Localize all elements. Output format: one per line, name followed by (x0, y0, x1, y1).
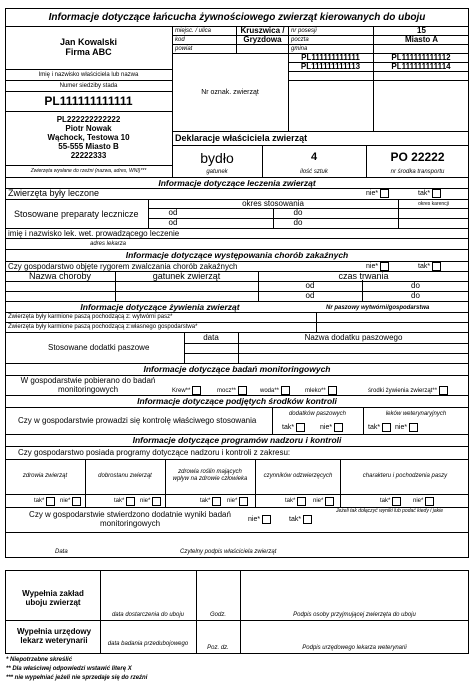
footnote-3: *** nie wypełniać jeżeli nie sprzedaje się do rzeźni (6, 675, 148, 681)
disease-tak[interactable] (418, 262, 441, 271)
treated-nie-checkbox[interactable] (380, 189, 389, 198)
animal-id-3: PL111111111113 (300, 62, 361, 71)
delivery-label: data dostarczenia do uboju (111, 612, 185, 618)
prog4-tak-checkbox[interactable] (297, 497, 306, 506)
treated-label: Zwierzęta były leczone (8, 188, 100, 198)
animal-id-1: PL111111111111 (301, 53, 360, 62)
disease-tak-checkbox[interactable] (432, 262, 441, 271)
keeper-label: Zwierzęta wysłane do rzeźni (nazwa, adres, WNI)*** (30, 167, 147, 174)
drugs-label: Stosowane preparaty lecznicze (14, 208, 139, 219)
additives-label: Stosowane dodatki paszowe (48, 343, 150, 352)
program-col-4: czynników odzwierzęcych (263, 472, 333, 479)
treat-od-1: od (168, 208, 178, 217)
nr-posesji-label: nr posesji (291, 28, 317, 34)
animal-id-4: PL111111111114 (391, 62, 451, 71)
owner-company: Firma ABC (65, 46, 112, 57)
godz-label: Godz. (209, 612, 226, 618)
program-col-5: charakteru i pochodzenia paszy (362, 472, 448, 479)
treat-do-2: do (293, 218, 303, 227)
vet-address-label: adres lekarza (90, 240, 127, 247)
herd-number: PL111111111111 (44, 94, 133, 108)
diseases-header: Informacje dotyczące występowania chorób zakaźnych (125, 250, 349, 260)
animal-ids-label: Nr oznak. zwierząt (201, 88, 259, 96)
monitoring-woda-label: woda** (260, 387, 280, 394)
control-vet-nie-checkbox[interactable] (409, 423, 418, 432)
monitoring-mleko[interactable] (305, 386, 337, 395)
nr-posesji-value: 15 (417, 26, 426, 35)
prog3-tak[interactable] (200, 497, 221, 505)
prog2-tak-label: tak* (114, 498, 125, 504)
keeper-city: 55-555 Miasto B (58, 141, 119, 151)
disease-do-1: do (411, 281, 420, 290)
monitoring-woda[interactable] (260, 386, 290, 395)
keeper-street: Wąchock, Testowa 10 (47, 132, 130, 142)
form-title: Informacje dotyczące łańcucha żywnościowego zwierząt kierowanych do uboju (48, 12, 426, 23)
control-vet-tak-label: tak* (368, 424, 381, 431)
monitoring-mocz[interactable] (217, 386, 247, 395)
results-nie-label: nie* (248, 515, 261, 523)
control-vet-nie[interactable] (395, 423, 418, 432)
prog2-tak[interactable] (114, 497, 135, 505)
prog1-nie-label: nie* (60, 498, 71, 504)
prog5-nie[interactable] (413, 497, 434, 505)
owner-name: Jan Kowalski (59, 36, 118, 47)
pasze-header: Nr paszowy wytwórni/gospodarstwa (326, 305, 430, 311)
prog1-tak-checkbox[interactable] (46, 497, 55, 506)
monitoring-mleko-checkbox[interactable] (328, 386, 337, 395)
treated-tak-checkbox[interactable] (432, 189, 441, 198)
control-vet-tak-checkbox[interactable] (382, 423, 391, 432)
prog5-tak[interactable] (380, 497, 401, 505)
monitoring-mocz-label: mocz** (217, 387, 237, 394)
miejsc-value: Kruszwica / Gryzdowa (240, 25, 285, 44)
prog5-nie-label: nie* (413, 498, 424, 504)
prog2-nie[interactable] (140, 497, 161, 505)
treat-do-1: do (293, 208, 303, 217)
control-header: Informacje dotyczące podjętych środków kontroli (137, 396, 337, 406)
prog5-nie-checkbox[interactable] (425, 497, 434, 506)
programs-header: Informacje dotyczące programów nadzoru i kontroli (132, 435, 342, 445)
prog3-tak-label: tak* (200, 498, 211, 504)
diseases-farm-label: Czy gospodarstwo objęte rygorem zwalczania chorób zakaźnych (8, 261, 238, 271)
keeper-phone: 22222333 (70, 150, 107, 160)
disease-tak-label: tak* (418, 263, 431, 270)
monitoring-krew[interactable] (172, 386, 201, 395)
prog1-nie[interactable] (60, 497, 81, 505)
species-value: bydło (200, 149, 234, 166)
feed-own2-label: Zwierzęta były karmione paszą pochodzącą z:własnego gospodarstwa* (8, 324, 198, 330)
footnote-1: * Niepotrzebne skreślić (6, 657, 73, 663)
feed-own-label: Zwierzęta były karmione paszą pochodzącą z: wytwórni pasz* (8, 314, 173, 320)
control-feed-add-label: dodatków paszowych (288, 411, 347, 417)
footnote-2: ** Dla właściwej odpowiedzi wstawić literę X (6, 666, 132, 672)
prog1-tak-label: tak* (34, 498, 45, 504)
prog3-tak-checkbox[interactable] (212, 497, 221, 506)
vet-name-label: imię i nazwisko lek. wet. prowadzącego leczenie (8, 228, 180, 238)
program-col-3: zdrowia roślin mających wpływ na zdrowie człowieka (172, 469, 248, 482)
prog4-tak[interactable] (285, 497, 306, 505)
prog3-nie-checkbox[interactable] (239, 497, 248, 506)
sig2-label: Podpis urzędowego lekarza weterynarii (302, 645, 407, 651)
prog4-nie[interactable] (313, 497, 334, 505)
disease-od-2: od (305, 291, 315, 300)
program-col-2: dobrostanu zwierząt (98, 472, 152, 479)
prog2-tak-checkbox[interactable] (126, 497, 135, 506)
keeper-number: PL222222222222 (56, 114, 121, 124)
transport-value: PO 22222 (390, 150, 445, 164)
treat-od-2: od (168, 218, 178, 227)
results-tak-checkbox[interactable] (303, 515, 312, 524)
declaration-title: Deklaracje właściciela zwierząt (175, 132, 308, 143)
zaklad-label: Wypełnia zakład uboju zwierząt (22, 588, 84, 607)
results-nie[interactable] (248, 514, 271, 524)
monitoring-header: Informacje dotyczące badań monitoringowych (143, 364, 331, 374)
monitoring-krew-label: Krew** (172, 387, 191, 394)
prog1-nie-checkbox[interactable] (72, 497, 81, 506)
control-vet-drugs-label: leków weterynaryjnych (385, 411, 447, 417)
powiat-label: powiat (175, 46, 193, 52)
prog3-nie-label: nie* (227, 498, 238, 504)
herd-label: Numer siedziby stada (59, 82, 118, 89)
control-question: Czy w gospodarstwie prowadzi się kontrolę właściwego stosowania (18, 416, 257, 425)
program-col-1: zdrowia zwierząt (22, 472, 68, 479)
disease-species-label: gatunek zwierząt (152, 271, 221, 281)
control-vet-tak[interactable] (368, 423, 391, 432)
treated-tak[interactable] (418, 189, 441, 198)
feeding-header: Informacje dotyczące żywienia zwierząt (80, 302, 240, 312)
additive-date-label: data (203, 332, 219, 342)
count-value: 4 (310, 150, 318, 163)
results-note: Jeżeli tak dołączyć wyniki lub podać kiedy i jakie (336, 507, 443, 514)
sig1-label: Podpis osoby przyjmującej zwierzęta do uboju (293, 612, 416, 618)
disease-nie[interactable] (366, 262, 389, 271)
date-exam-label: data badania przedubojowego (107, 640, 189, 647)
monitoring-feed-checkbox[interactable] (439, 386, 448, 395)
disease-name-label: Nazwa choroby (28, 271, 92, 281)
prog1-tak[interactable] (34, 497, 55, 505)
vet-section-label: Wypełnia urzędowy lekarz weterynarii (16, 626, 92, 645)
keeper-name: Piotr Nowak (65, 123, 112, 133)
monitoring-woda-checkbox[interactable] (281, 386, 290, 395)
poz-label: Poz. dz. (207, 645, 229, 651)
monitoring-question: W gospodarstwie pobierano do badań monitoringowych (20, 375, 156, 394)
gmina-label: gmina (291, 46, 308, 52)
signature-label: Czytelny podpis właściciela zwierząt (180, 549, 277, 555)
count-label: ilość sztuk (300, 169, 328, 175)
treatment-header: Informacje dotyczące leczenia zwierząt (158, 178, 316, 188)
control-vet-nie-label: nie* (395, 424, 408, 431)
control-feed-tak-label: tak* (282, 424, 295, 431)
control-feed-nie-label: nie* (320, 424, 333, 431)
results-question: Czy w gospodarstwie stwierdzono dodatnie wyniki badań monitoringowych (29, 509, 231, 528)
karencja-label: okres karencji (418, 200, 449, 207)
species-label: gatunek (206, 169, 228, 175)
monitoring-feed-label: środki żywienia zwierząt** (368, 387, 438, 394)
disease-od-1: od (305, 281, 315, 290)
control-feed-tak[interactable] (282, 423, 305, 432)
animal-id-2: PL111111111112 (391, 53, 451, 62)
miejsc-label: miejsc. / ulica (175, 28, 212, 34)
owner-label: Imię i nazwisko właściciela lub nazwa (38, 71, 139, 78)
monitoring-krew-checkbox[interactable] (192, 386, 201, 395)
disease-nie-label: nie* (366, 263, 379, 270)
okres-label: okres stosowania (242, 199, 304, 208)
date-label: Data (55, 549, 68, 555)
kod-label: kod (175, 37, 185, 43)
prog5-tak-checkbox[interactable] (392, 497, 401, 506)
poczta-label: poczta (291, 37, 309, 43)
monitoring-mocz-checkbox[interactable] (238, 386, 247, 395)
monitoring-feed[interactable] (368, 386, 448, 395)
prog5-tak-label: tak* (380, 498, 391, 504)
results-tak-label: tak* (289, 515, 302, 523)
additive-name-label: Nazwa dodatku paszowego (304, 332, 403, 342)
disease-do-2: do (411, 291, 420, 300)
prog2-nie-checkbox[interactable] (152, 497, 161, 506)
programs-question: Czy gospodarstwo posiada programy dotyczące nadzoru i kontroli z zakresu: (18, 448, 291, 457)
prog4-tak-label: tak* (285, 498, 296, 504)
poczta-value: Miasto A (404, 35, 439, 44)
control-feed-tak-checkbox[interactable] (296, 423, 305, 432)
control-feed-nie[interactable] (320, 423, 343, 432)
control-feed-nie-checkbox[interactable] (334, 423, 343, 432)
prog4-nie-label: nie* (313, 498, 324, 504)
treated-nie[interactable] (366, 189, 389, 198)
results-tak[interactable] (289, 514, 312, 524)
results-nie-checkbox[interactable] (262, 515, 271, 524)
treated-tak-label: tak* (418, 190, 431, 197)
monitoring-mleko-label: mleko** (305, 387, 326, 394)
prog3-nie[interactable] (227, 497, 248, 505)
treated-nie-label: nie* (366, 190, 379, 197)
transport-label: nr środka transportu (390, 169, 445, 175)
disease-duration-label: czas trwania (338, 271, 389, 281)
disease-nie-checkbox[interactable] (380, 262, 389, 271)
prog2-nie-label: nie* (140, 498, 151, 504)
prog4-nie-checkbox[interactable] (325, 497, 334, 506)
